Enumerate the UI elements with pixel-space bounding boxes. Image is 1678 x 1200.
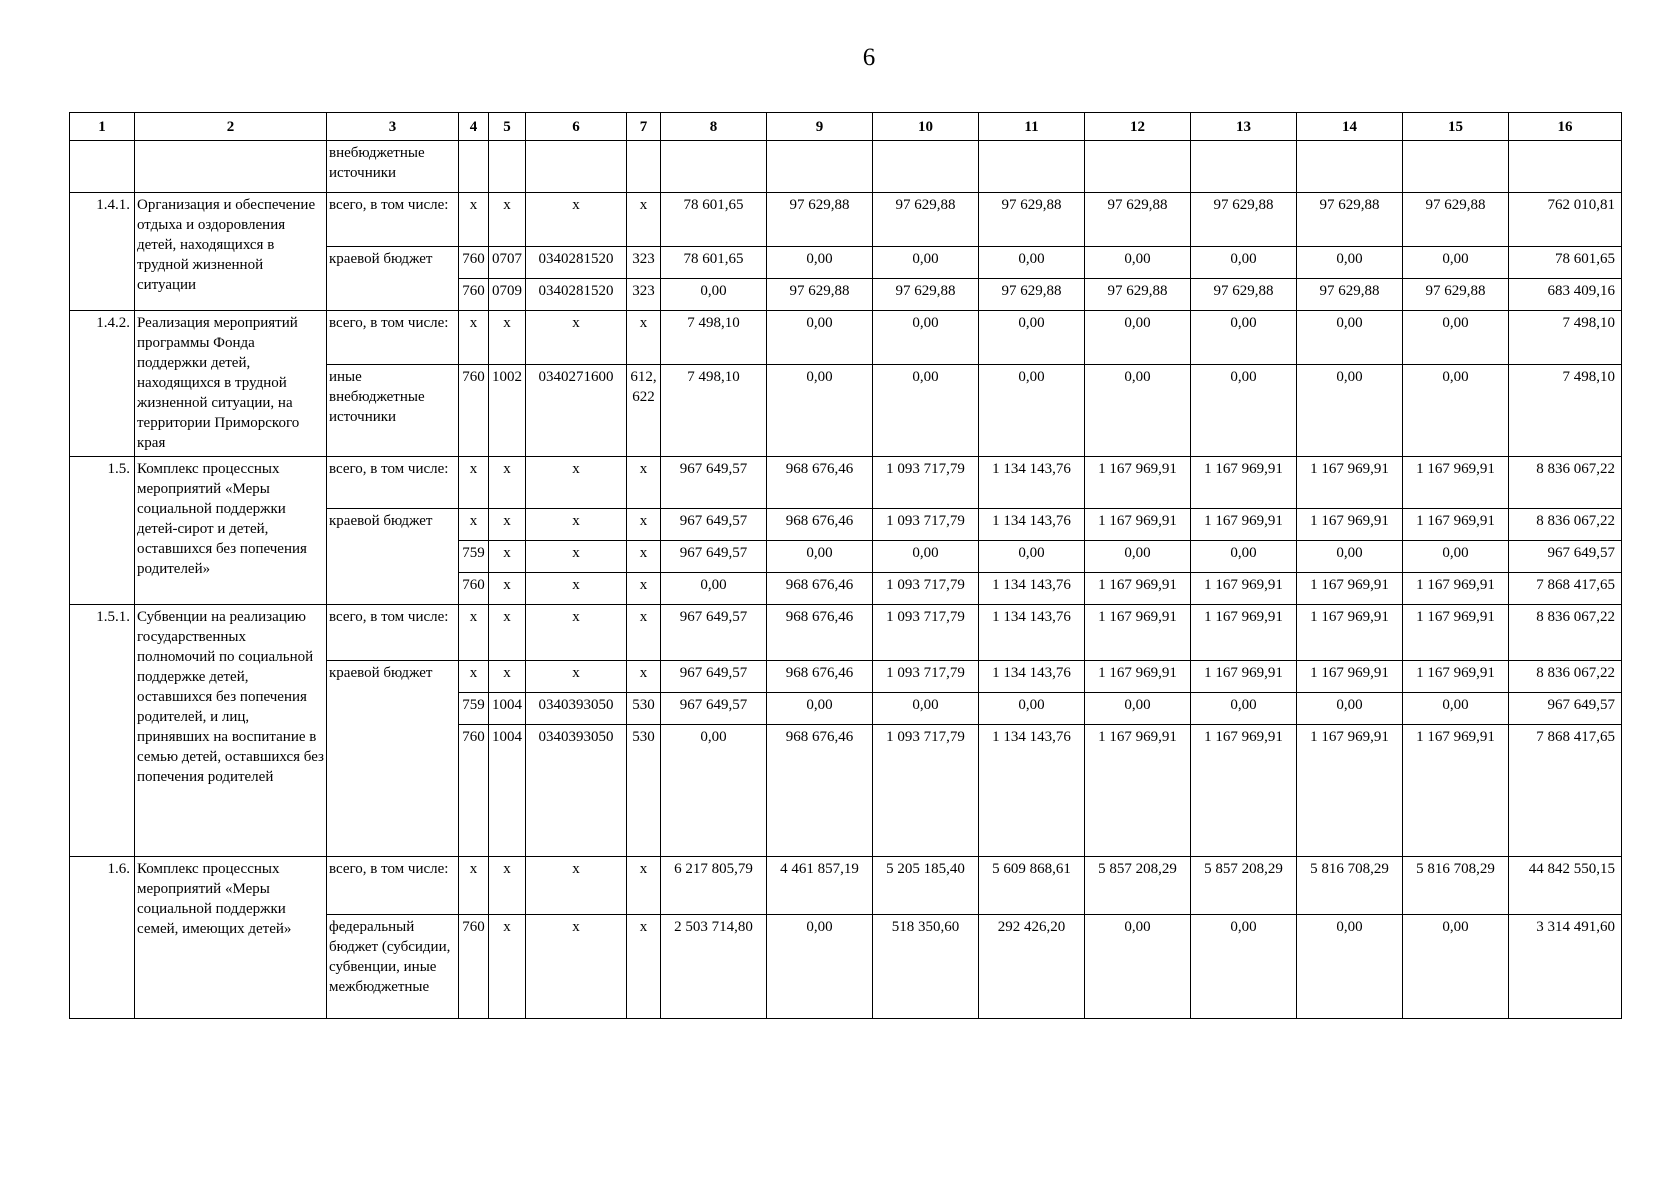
funding-source: всего, в том числе: bbox=[327, 857, 459, 915]
amount-cell: 97 629,88 bbox=[1403, 193, 1509, 247]
amount-cell: 1 093 717,79 bbox=[873, 605, 979, 661]
column-header: 4 bbox=[459, 113, 489, 141]
funding-source: иные внебюджетные источники bbox=[327, 365, 459, 457]
amount-cell: 1 167 969,91 bbox=[1191, 573, 1297, 605]
code-cell-c7: x bbox=[627, 509, 661, 541]
amount-cell: 683 409,16 bbox=[1509, 279, 1622, 311]
funding-source: краевой бюджет bbox=[327, 247, 459, 311]
amount-cell: 0,00 bbox=[1085, 915, 1191, 1019]
code-cell-c5: x bbox=[489, 605, 526, 661]
amount-cell: 2 503 714,80 bbox=[661, 915, 767, 1019]
amount-cell: 5 857 208,29 bbox=[1191, 857, 1297, 915]
code-cell-c5: 0707 bbox=[489, 247, 526, 279]
amount-cell: 0,00 bbox=[979, 693, 1085, 725]
amount-cell: 97 629,88 bbox=[873, 279, 979, 311]
row-code: 1.4.2. bbox=[70, 311, 135, 457]
code-cell-c5: x bbox=[489, 311, 526, 365]
funding-source: всего, в том числе: bbox=[327, 457, 459, 509]
table-cell bbox=[979, 141, 1085, 193]
amount-cell: 5 816 708,29 bbox=[1403, 857, 1509, 915]
code-cell-c4: 760 bbox=[459, 279, 489, 311]
table-row bbox=[70, 193, 1622, 247]
funding-source: всего, в том числе: bbox=[327, 605, 459, 661]
code-cell-c4: x bbox=[459, 193, 489, 247]
amount-cell: 1 134 143,76 bbox=[979, 573, 1085, 605]
amount-cell: 0,00 bbox=[979, 541, 1085, 573]
amount-cell: 0,00 bbox=[661, 279, 767, 311]
amount-cell: 1 093 717,79 bbox=[873, 661, 979, 693]
amount-cell: 5 857 208,29 bbox=[1085, 857, 1191, 915]
amount-cell: 78 601,65 bbox=[661, 193, 767, 247]
amount-cell: 1 167 969,91 bbox=[1085, 605, 1191, 661]
column-header: 3 bbox=[327, 113, 459, 141]
amount-cell: 0,00 bbox=[767, 915, 873, 1019]
amount-cell: 1 167 969,91 bbox=[1403, 605, 1509, 661]
column-header: 11 bbox=[979, 113, 1085, 141]
amount-cell: 967 649,57 bbox=[1509, 693, 1622, 725]
amount-cell: 8 836 067,22 bbox=[1509, 509, 1622, 541]
page-number: 6 bbox=[862, 44, 876, 71]
amount-cell: 0,00 bbox=[1191, 541, 1297, 573]
amount-cell: 0,00 bbox=[1085, 247, 1191, 279]
amount-cell: 1 167 969,91 bbox=[1085, 661, 1191, 693]
funding-source: всего, в том числе: bbox=[327, 193, 459, 247]
amount-cell: 1 134 143,76 bbox=[979, 661, 1085, 693]
amount-cell: 0,00 bbox=[661, 725, 767, 857]
amount-cell: 1 167 969,91 bbox=[1191, 509, 1297, 541]
column-header: 1 bbox=[70, 113, 135, 141]
amount-cell: 97 629,88 bbox=[1191, 193, 1297, 247]
amount-cell: 0,00 bbox=[979, 365, 1085, 457]
amount-cell: 0,00 bbox=[1403, 365, 1509, 457]
code-cell-c6: x bbox=[526, 457, 627, 509]
amount-cell: 0,00 bbox=[1297, 693, 1403, 725]
amount-cell: 97 629,88 bbox=[767, 193, 873, 247]
code-cell-c5: 1004 bbox=[489, 725, 526, 857]
code-cell-c7: 530 bbox=[627, 725, 661, 857]
code-cell-c5: x bbox=[489, 573, 526, 605]
code-cell-c4: 760 bbox=[459, 915, 489, 1019]
code-cell-c5: x bbox=[489, 541, 526, 573]
amount-cell: 0,00 bbox=[979, 311, 1085, 365]
amount-cell: 968 676,46 bbox=[767, 573, 873, 605]
amount-cell: 967 649,57 bbox=[661, 457, 767, 509]
amount-cell: 8 836 067,22 bbox=[1509, 605, 1622, 661]
amount-cell: 0,00 bbox=[1403, 247, 1509, 279]
amount-cell: 7 498,10 bbox=[1509, 311, 1622, 365]
code-cell-c7: 323 bbox=[627, 247, 661, 279]
code-cell-c5: x bbox=[489, 915, 526, 1019]
amount-cell: 0,00 bbox=[767, 247, 873, 279]
amount-cell: 1 093 717,79 bbox=[873, 457, 979, 509]
table-cell bbox=[661, 141, 767, 193]
amount-cell: 97 629,88 bbox=[1085, 193, 1191, 247]
amount-cell: 1 167 969,91 bbox=[1085, 573, 1191, 605]
amount-cell: 7 868 417,65 bbox=[1509, 573, 1622, 605]
amount-cell: 0,00 bbox=[1403, 915, 1509, 1019]
code-cell-c6: 0340393050 bbox=[526, 693, 627, 725]
amount-cell: 8 836 067,22 bbox=[1509, 661, 1622, 693]
amount-cell: 967 649,57 bbox=[661, 509, 767, 541]
table-cell bbox=[1297, 141, 1403, 193]
amount-cell: 0,00 bbox=[873, 693, 979, 725]
code-cell-c7: x bbox=[627, 457, 661, 509]
code-cell-c4: 760 bbox=[459, 573, 489, 605]
amount-cell: 1 093 717,79 bbox=[873, 509, 979, 541]
amount-cell: 0,00 bbox=[1297, 915, 1403, 1019]
amount-cell: 0,00 bbox=[1191, 693, 1297, 725]
code-cell-c4: 760 bbox=[459, 365, 489, 457]
code-cell-c4: x bbox=[459, 605, 489, 661]
amount-cell: 0,00 bbox=[1297, 247, 1403, 279]
column-header: 8 bbox=[661, 113, 767, 141]
measure-name: Комплекс процессных мероприятий «Меры социальной поддержки детей-сирот и детей, оставшихся без попечения родителей» bbox=[135, 457, 327, 605]
amount-cell: 0,00 bbox=[1403, 311, 1509, 365]
amount-cell: 5 609 868,61 bbox=[979, 857, 1085, 915]
amount-cell: 967 649,57 bbox=[661, 605, 767, 661]
amount-cell: 518 350,60 bbox=[873, 915, 979, 1019]
code-cell-c7: x bbox=[627, 661, 661, 693]
amount-cell: 967 649,57 bbox=[661, 693, 767, 725]
code-cell-c7: x bbox=[627, 915, 661, 1019]
amount-cell: 1 134 143,76 bbox=[979, 509, 1085, 541]
measure-name: Субвенции на реализацию государственных полномочий по социальной поддержке детей, оставшихся без попечения родителей, и лиц, принявших на воспитание в семью детей, оставшихся без попечения родителей bbox=[135, 605, 327, 857]
table-row bbox=[70, 311, 1622, 365]
code-cell-c7: 530 bbox=[627, 693, 661, 725]
code-cell-c5: x bbox=[489, 661, 526, 693]
code-cell-c4: x bbox=[459, 509, 489, 541]
amount-cell: 0,00 bbox=[873, 541, 979, 573]
amount-cell: 0,00 bbox=[873, 365, 979, 457]
code-cell-c6: x bbox=[526, 541, 627, 573]
amount-cell: 0,00 bbox=[873, 311, 979, 365]
header-row bbox=[70, 113, 1622, 141]
table-cell bbox=[526, 141, 627, 193]
amount-cell: 78 601,65 bbox=[1509, 247, 1622, 279]
funding-source: федеральный бюджет (субсидии, субвенции, иные межбюджетные bbox=[327, 915, 459, 1019]
table-cell bbox=[767, 141, 873, 193]
column-header: 13 bbox=[1191, 113, 1297, 141]
column-header: 12 bbox=[1085, 113, 1191, 141]
code-cell-c4: x bbox=[459, 311, 489, 365]
amount-cell: 0,00 bbox=[767, 693, 873, 725]
code-cell-c6: x bbox=[526, 509, 627, 541]
code-cell-c7: x bbox=[627, 573, 661, 605]
amount-cell: 0,00 bbox=[979, 247, 1085, 279]
column-header: 2 bbox=[135, 113, 327, 141]
amount-cell: 1 093 717,79 bbox=[873, 573, 979, 605]
amount-cell: 1 167 969,91 bbox=[1403, 457, 1509, 509]
amount-cell: 967 649,57 bbox=[1509, 541, 1622, 573]
amount-cell: 0,00 bbox=[767, 541, 873, 573]
table-cell bbox=[135, 141, 327, 193]
amount-cell: 8 836 067,22 bbox=[1509, 457, 1622, 509]
amount-cell: 967 649,57 bbox=[661, 661, 767, 693]
table-row bbox=[70, 857, 1622, 915]
amount-cell: 1 167 969,91 bbox=[1191, 605, 1297, 661]
amount-cell: 0,00 bbox=[767, 311, 873, 365]
code-cell-c5: 1002 bbox=[489, 365, 526, 457]
amount-cell: 97 629,88 bbox=[979, 193, 1085, 247]
code-cell-c5: 1004 bbox=[489, 693, 526, 725]
code-cell-c5: x bbox=[489, 509, 526, 541]
table-row bbox=[70, 141, 1622, 193]
table-cell bbox=[489, 141, 526, 193]
code-cell-c6: 0340393050 bbox=[526, 725, 627, 857]
amount-cell: 97 629,88 bbox=[979, 279, 1085, 311]
amount-cell: 0,00 bbox=[1085, 311, 1191, 365]
column-header: 15 bbox=[1403, 113, 1509, 141]
amount-cell: 0,00 bbox=[1297, 541, 1403, 573]
funding-source: краевой бюджет bbox=[327, 509, 459, 605]
code-cell-c7: x bbox=[627, 541, 661, 573]
table-row bbox=[70, 605, 1622, 661]
amount-cell: 968 676,46 bbox=[767, 457, 873, 509]
amount-cell: 0,00 bbox=[1403, 693, 1509, 725]
amount-cell: 968 676,46 bbox=[767, 725, 873, 857]
code-cell-c4: x bbox=[459, 857, 489, 915]
amount-cell: 44 842 550,15 bbox=[1509, 857, 1622, 915]
amount-cell: 1 167 969,91 bbox=[1403, 725, 1509, 857]
amount-cell: 1 167 969,91 bbox=[1297, 509, 1403, 541]
code-cell-c5: x bbox=[489, 193, 526, 247]
code-cell-c7: x bbox=[627, 605, 661, 661]
code-cell-c6: 0340271600 bbox=[526, 365, 627, 457]
amount-cell: 0,00 bbox=[1085, 693, 1191, 725]
amount-cell: 1 167 969,91 bbox=[1085, 457, 1191, 509]
amount-cell: 0,00 bbox=[1403, 541, 1509, 573]
row-code: 1.5.1. bbox=[70, 605, 135, 857]
amount-cell: 0,00 bbox=[1085, 365, 1191, 457]
amount-cell: 97 629,88 bbox=[1297, 279, 1403, 311]
budget-table bbox=[69, 112, 1622, 1019]
amount-cell: 1 134 143,76 bbox=[979, 457, 1085, 509]
amount-cell: 968 676,46 bbox=[767, 509, 873, 541]
code-cell-c6: 0340281520 bbox=[526, 247, 627, 279]
row-code: 1.4.1. bbox=[70, 193, 135, 311]
code-cell-c5: x bbox=[489, 457, 526, 509]
table-cell bbox=[459, 141, 489, 193]
code-cell-c7: 612, 622 bbox=[627, 365, 661, 457]
table-cell bbox=[1085, 141, 1191, 193]
amount-cell: 0,00 bbox=[1085, 541, 1191, 573]
table-row bbox=[70, 457, 1622, 509]
amount-cell: 7 498,10 bbox=[661, 311, 767, 365]
amount-cell: 0,00 bbox=[1191, 247, 1297, 279]
table-cell bbox=[1403, 141, 1509, 193]
amount-cell: 1 167 969,91 bbox=[1085, 509, 1191, 541]
code-cell-c6: x bbox=[526, 661, 627, 693]
table-cell bbox=[627, 141, 661, 193]
amount-cell: 97 629,88 bbox=[1297, 193, 1403, 247]
amount-cell: 1 167 969,91 bbox=[1085, 725, 1191, 857]
amount-cell: 7 498,10 bbox=[661, 365, 767, 457]
column-header: 6 bbox=[526, 113, 627, 141]
code-cell-c5: x bbox=[489, 857, 526, 915]
amount-cell: 1 167 969,91 bbox=[1403, 509, 1509, 541]
amount-cell: 5 205 185,40 bbox=[873, 857, 979, 915]
amount-cell: 0,00 bbox=[1191, 915, 1297, 1019]
funding-source: всего, в том числе: bbox=[327, 311, 459, 365]
amount-cell: 1 167 969,91 bbox=[1403, 661, 1509, 693]
measure-name: Комплекс процессных мероприятий «Меры социальной поддержки семей, имеющих детей» bbox=[135, 857, 327, 1019]
amount-cell: 0,00 bbox=[767, 365, 873, 457]
column-header: 10 bbox=[873, 113, 979, 141]
code-cell-c6: x bbox=[526, 311, 627, 365]
amount-cell: 968 676,46 bbox=[767, 661, 873, 693]
amount-cell: 1 167 969,91 bbox=[1191, 725, 1297, 857]
amount-cell: 6 217 805,79 bbox=[661, 857, 767, 915]
table-cell bbox=[873, 141, 979, 193]
measure-name: Организация и обеспечение отдыха и оздоровления детей, находящихся в трудной жизненной ситуации bbox=[135, 193, 327, 311]
code-cell-c7: 323 bbox=[627, 279, 661, 311]
amount-cell: 78 601,65 bbox=[661, 247, 767, 279]
amount-cell: 967 649,57 bbox=[661, 541, 767, 573]
code-cell-c7: x bbox=[627, 193, 661, 247]
amount-cell: 1 167 969,91 bbox=[1191, 457, 1297, 509]
code-cell-c6: x bbox=[526, 857, 627, 915]
column-header: 9 bbox=[767, 113, 873, 141]
code-cell-c6: x bbox=[526, 605, 627, 661]
amount-cell: 292 426,20 bbox=[979, 915, 1085, 1019]
code-cell-c6: x bbox=[526, 193, 627, 247]
code-cell-c4: x bbox=[459, 457, 489, 509]
amount-cell: 0,00 bbox=[1297, 365, 1403, 457]
amount-cell: 0,00 bbox=[1191, 365, 1297, 457]
code-cell-c7: x bbox=[627, 311, 661, 365]
amount-cell: 97 629,88 bbox=[1085, 279, 1191, 311]
column-header: 16 bbox=[1509, 113, 1622, 141]
amount-cell: 3 314 491,60 bbox=[1509, 915, 1622, 1019]
amount-cell: 0,00 bbox=[873, 247, 979, 279]
table-cell bbox=[70, 141, 135, 193]
amount-cell: 1 134 143,76 bbox=[979, 725, 1085, 857]
amount-cell: 1 167 969,91 bbox=[1297, 661, 1403, 693]
amount-cell: 7 868 417,65 bbox=[1509, 725, 1622, 857]
amount-cell: 968 676,46 bbox=[767, 605, 873, 661]
code-cell-c4: x bbox=[459, 661, 489, 693]
amount-cell: 1 167 969,91 bbox=[1297, 573, 1403, 605]
column-header: 14 bbox=[1297, 113, 1403, 141]
amount-cell: 0,00 bbox=[1297, 311, 1403, 365]
amount-cell: 1 167 969,91 bbox=[1297, 725, 1403, 857]
amount-cell: 1 134 143,76 bbox=[979, 605, 1085, 661]
column-header: 7 bbox=[627, 113, 661, 141]
row-code: 1.5. bbox=[70, 457, 135, 605]
table-cell bbox=[1509, 141, 1622, 193]
amount-cell: 7 498,10 bbox=[1509, 365, 1622, 457]
amount-cell: 4 461 857,19 bbox=[767, 857, 873, 915]
column-header: 5 bbox=[489, 113, 526, 141]
amount-cell: 97 629,88 bbox=[767, 279, 873, 311]
code-cell-c6: x bbox=[526, 573, 627, 605]
code-cell-c5: 0709 bbox=[489, 279, 526, 311]
amount-cell: 1 167 969,91 bbox=[1403, 573, 1509, 605]
amount-cell: 97 629,88 bbox=[1191, 279, 1297, 311]
row-code: 1.6. bbox=[70, 857, 135, 1019]
amount-cell: 0,00 bbox=[1191, 311, 1297, 365]
measure-name: Реализация мероприятий программы Фонда поддержки детей, находящихся в трудной жизненной ситуации, на территории Приморского края bbox=[135, 311, 327, 457]
amount-cell: 97 629,88 bbox=[873, 193, 979, 247]
code-cell-c7: x bbox=[627, 857, 661, 915]
code-cell-c4: 759 bbox=[459, 693, 489, 725]
code-cell-c4: 760 bbox=[459, 247, 489, 279]
amount-cell: 762 010,81 bbox=[1509, 193, 1622, 247]
code-cell-c6: 0340281520 bbox=[526, 279, 627, 311]
code-cell-c4: 760 bbox=[459, 725, 489, 857]
funding-source: краевой бюджет bbox=[327, 661, 459, 857]
table-cell bbox=[1191, 141, 1297, 193]
amount-cell: 97 629,88 bbox=[1403, 279, 1509, 311]
amount-cell: 0,00 bbox=[661, 573, 767, 605]
amount-cell: 5 816 708,29 bbox=[1297, 857, 1403, 915]
code-cell-c4: 759 bbox=[459, 541, 489, 573]
amount-cell: 1 167 969,91 bbox=[1297, 605, 1403, 661]
amount-cell: 1 167 969,91 bbox=[1297, 457, 1403, 509]
funding-source: внебюджетные источники bbox=[327, 141, 459, 193]
amount-cell: 1 093 717,79 bbox=[873, 725, 979, 857]
amount-cell: 1 167 969,91 bbox=[1191, 661, 1297, 693]
code-cell-c6: x bbox=[526, 915, 627, 1019]
